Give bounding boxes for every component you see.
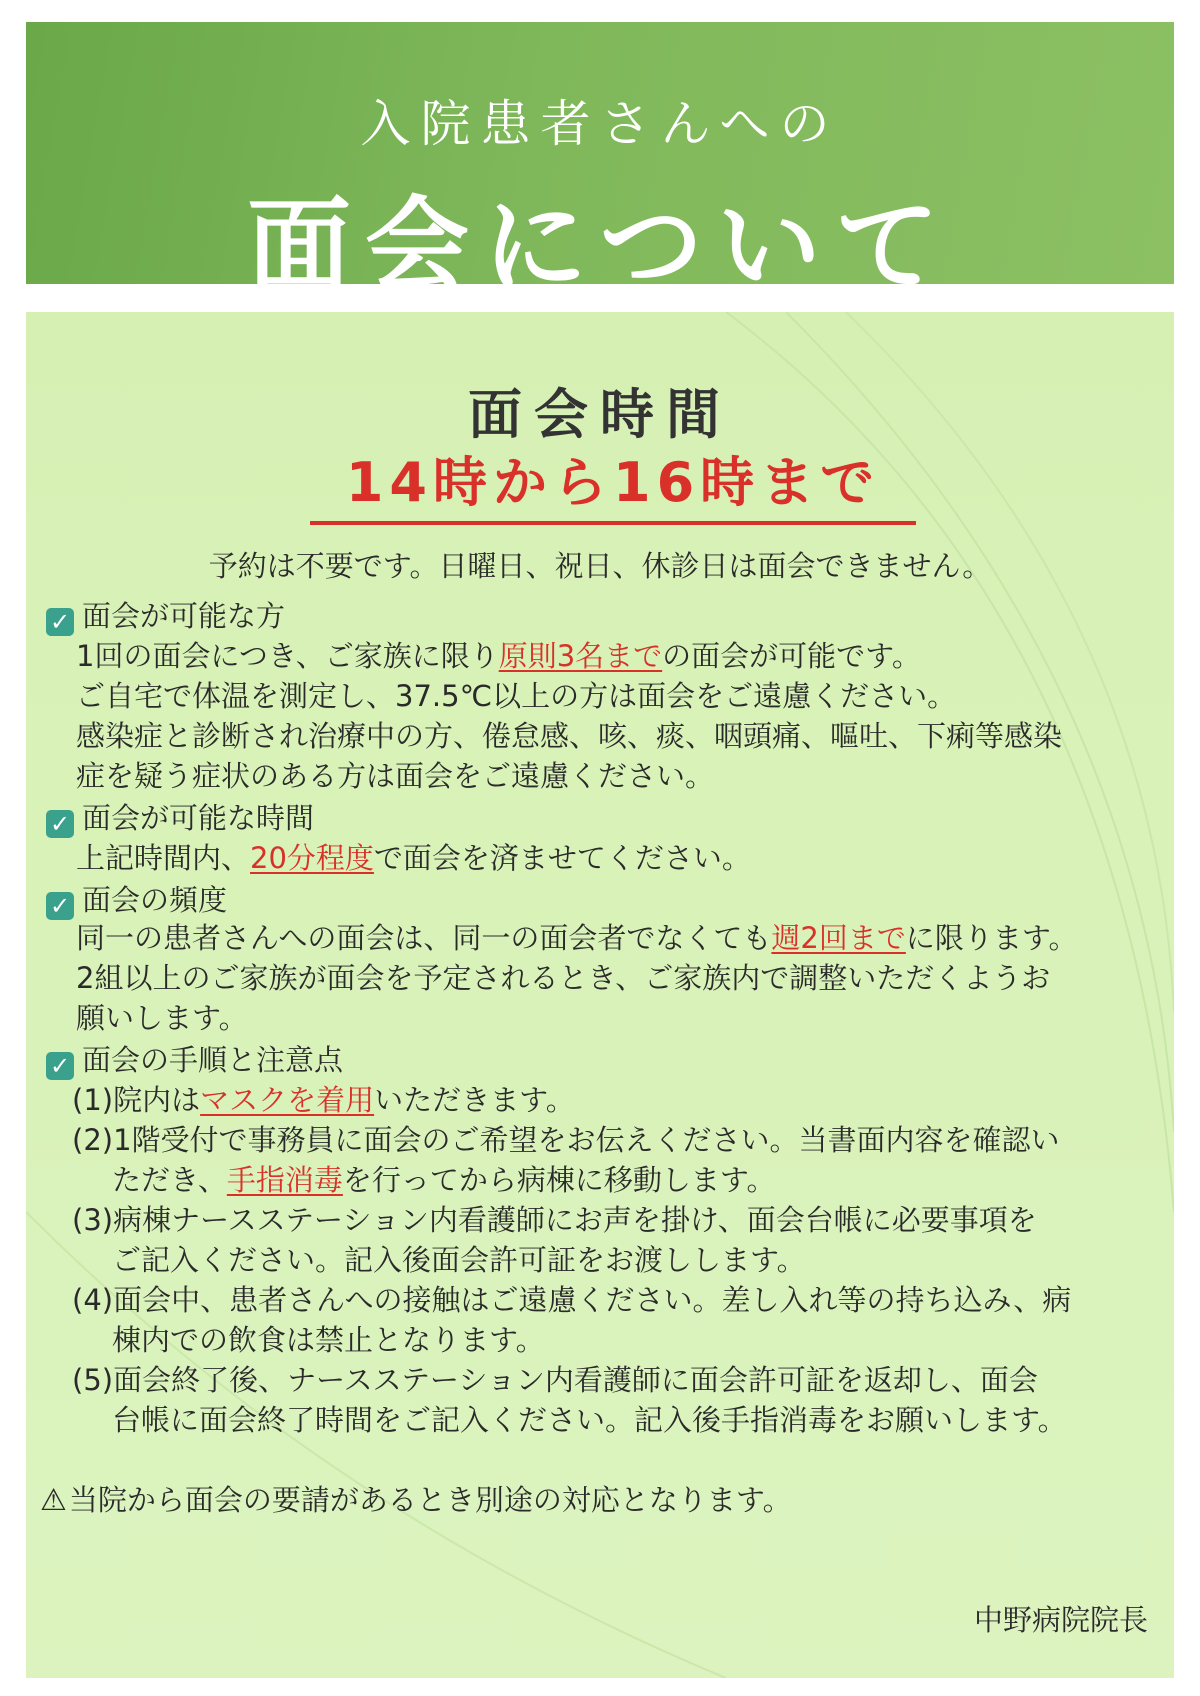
duration-line-1: 上記時間内、20分程度で面会を済ませてください。 (76, 841, 751, 875)
section-frequency-heading: ✓ 面会の頻度 (46, 878, 227, 920)
section-procedure-heading: ✓ 面会の手順と注意点 (46, 1038, 343, 1080)
procedure-step-3-line-2: ご記入ください。記入後面会許可証をお渡しします。 (112, 1243, 806, 1277)
frequency-line-2: 2組以上のご家族が面会を予定されるとき、ご家族内で調整いただくようお (76, 961, 1051, 995)
visit-time-value: 14時から16時まで (310, 440, 916, 525)
section-who-heading: ✓ 面会が可能な方 (46, 594, 285, 636)
header-title: 面会について (247, 185, 953, 307)
reservation-note: 予約は不要です。日曜日、祝日、休診日は面会できません。 (208, 549, 992, 583)
highlight-frequency: 週2回まで (771, 921, 906, 955)
procedure-step-2-line-2: ただき、手指消毒を行ってから病棟に移動します。 (112, 1163, 776, 1197)
highlight-hand-disinfection: 手指消毒 (226, 1163, 343, 1197)
who-line-4: 症を疑う症状のある方は面会をご遠慮ください。 (76, 759, 715, 793)
header-banner (26, 22, 1174, 307)
procedure-step-5-line-1: (5)面会終了後、ナースステーション内看護師に面会許可証を返却し、面会 (72, 1363, 1038, 1397)
check-box-icon: ✓ (46, 1052, 74, 1080)
procedure-step-2-line-1: (2)1階受付で事務員に面会のご希望をお伝えください。当書面内容を確認い (72, 1123, 1060, 1157)
procedure-step-3-line-1: (3)病棟ナースステーション内看護師にお声を掛け、面会台帳に必要事項を (72, 1203, 1037, 1237)
check-box-icon: ✓ (46, 892, 74, 920)
procedure-step-4-line-1: (4)面会中、患者さんへの接触はご遠慮ください。差し入れ等の持ち込み、病 (72, 1283, 1072, 1317)
who-line-2: ご自宅で体温を測定し、37.5℃以上の方は面会をご遠慮ください。 (76, 679, 957, 713)
check-box-icon: ✓ (46, 810, 74, 838)
check-box-icon: ✓ (46, 608, 74, 636)
procedure-step-5-line-2: 台帳に面会終了時間をご記入ください。記入後手指消毒をお願いします。 (112, 1403, 1067, 1437)
warning-triangle-icon: ⚠ (40, 1483, 67, 1518)
warning-note: ⚠当院から面会の要請があるとき別途の対応となります。 (40, 1483, 792, 1518)
visit-time-label: 面会時間 (468, 383, 732, 446)
procedure-step-1: (1)院内はマスクを着用いただきます。 (72, 1083, 575, 1117)
procedure-step-4-line-2: 棟内での飲食は禁止となります。 (112, 1323, 545, 1357)
who-line-3: 感染症と診断され治療中の方、倦怠感、咳、痰、咽頭痛、嘔吐、下痢等感染 (76, 719, 1063, 753)
header-subtitle: 入院患者さんへの (360, 95, 840, 153)
highlight-max-visitors: 原則3名まで (498, 639, 663, 673)
signature: 中野病院院長 (973, 1603, 1148, 1637)
content-panel (26, 312, 1174, 1678)
section-duration-heading: ✓ 面会が可能な時間 (46, 796, 314, 838)
frequency-line-3: 願いします。 (76, 1001, 248, 1035)
frequency-line-1: 同一の患者さんへの面会は、同一の面会者でなくても週2回までに限ります。 (76, 921, 1078, 955)
highlight-duration: 20分程度 (250, 841, 374, 875)
highlight-mask: マスクを着用 (200, 1083, 375, 1117)
who-line-1: 1回の面会につき、ご家族に限り原則3名までの面会が可能です。 (76, 639, 921, 673)
